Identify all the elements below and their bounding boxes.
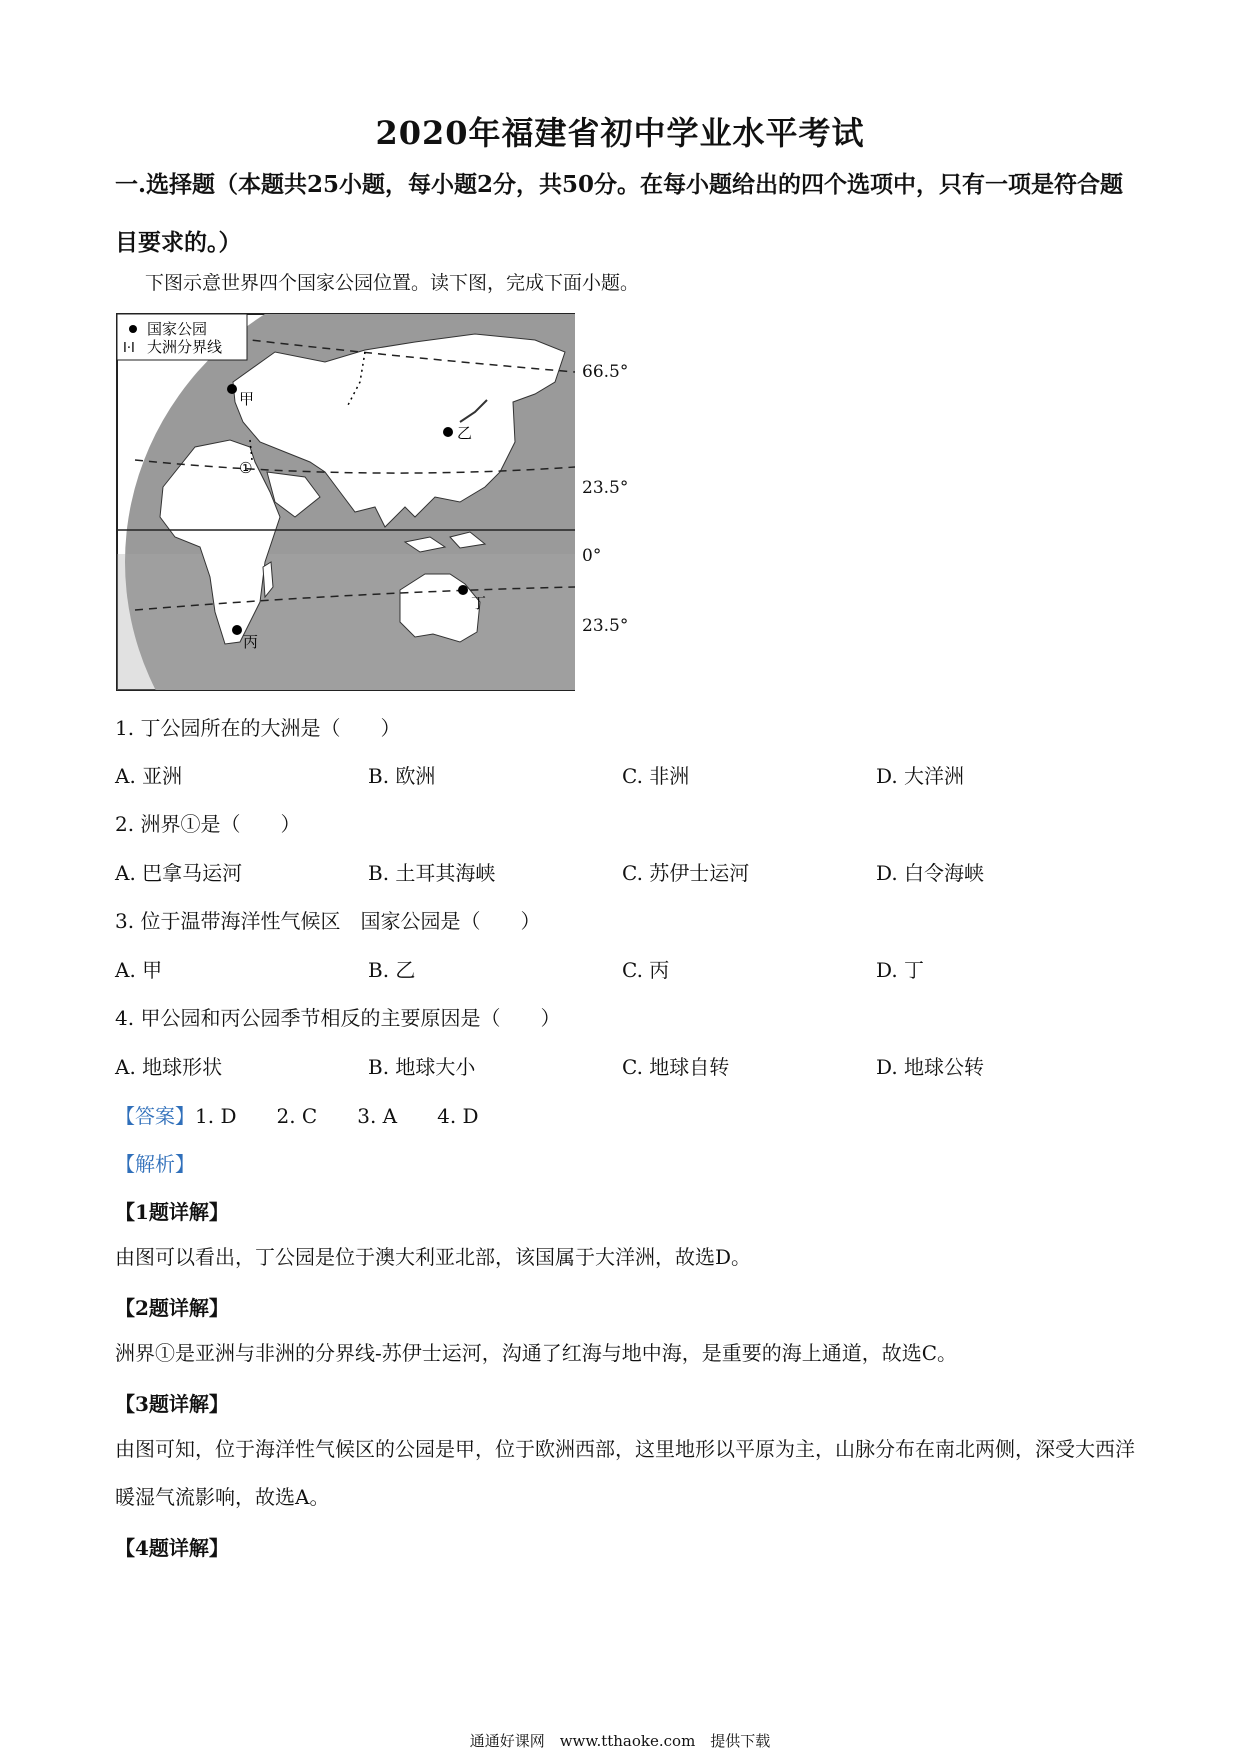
q1-option-d: D. 大洋洲 bbox=[876, 764, 965, 788]
park-yi-label: 乙 bbox=[457, 424, 473, 442]
lat-label-tropic-south: 23.5° bbox=[582, 616, 629, 636]
q2-option-d: D. 白令海峡 bbox=[876, 861, 985, 885]
question-1-stem: 1. 丁公园所在的大洲是（ ） bbox=[115, 716, 401, 740]
park-ding-marker bbox=[458, 585, 468, 595]
lat-label-equator: 0° bbox=[582, 546, 602, 566]
question-2-stem: 2. 洲界①是（ ） bbox=[115, 812, 301, 836]
intro-text: 下图示意世界四个国家公园位置。读下图，完成下面小题。 bbox=[145, 272, 640, 294]
section-heading: 一.选择题（本题共25小题，每小题2分，共50分。在每小题给出的四个选项中，只有一项是符合题目要求的。） bbox=[115, 171, 1124, 256]
detail-4-heading: 【4题详解】 bbox=[115, 1536, 229, 1560]
legend-park-label: 国家公园 bbox=[147, 320, 208, 338]
q3-option-b: B. 乙 bbox=[368, 958, 416, 982]
q4-option-a: A. 地球形状 bbox=[115, 1055, 223, 1079]
detail-1-heading: 【1题详解】 bbox=[115, 1200, 229, 1224]
detail-3-text: 由图可知，位于海洋性气候区的公园是甲，位于欧洲西部，这里地形以平原为主，山脉分布在南北两侧，深受大西洋暖湿气流影响，故选A。 bbox=[115, 1437, 1135, 1509]
q2-option-a: A. 巴拿马运河 bbox=[115, 861, 243, 885]
page-title: 2020年福建省初中学业水平考试 bbox=[375, 114, 865, 152]
world-map-figure bbox=[115, 312, 575, 692]
q4-option-d: D. 地球公转 bbox=[876, 1055, 985, 1079]
park-yi-marker bbox=[443, 427, 453, 437]
question-3-stem: 3. 位于温带海洋性气候区 国家公园是（ ） bbox=[115, 909, 541, 933]
q3-option-c: C. 丙 bbox=[622, 958, 670, 982]
detail-3-heading: 【3题详解】 bbox=[115, 1392, 229, 1416]
q2-option-b: B. 土耳其海峡 bbox=[368, 861, 496, 885]
park-jia-marker bbox=[227, 384, 237, 394]
park-bing-label: 丙 bbox=[243, 633, 259, 651]
q2-option-c: C. 苏伊士运河 bbox=[622, 861, 750, 885]
q3-option-d: D. 丁 bbox=[876, 958, 925, 982]
boundary-marker-1: ① bbox=[239, 459, 253, 477]
answer-label: 【答案】 bbox=[115, 1104, 195, 1128]
detail-2-heading: 【2题详解】 bbox=[115, 1296, 229, 1320]
park-jia-label: 甲 bbox=[239, 390, 255, 408]
detail-2-text: 洲界①是亚洲与非洲的分界线-苏伊士运河，沟通了红海与地中海，是重要的海上通道，故选C。 bbox=[115, 1341, 958, 1365]
lat-label-tropic-north: 23.5° bbox=[582, 478, 629, 498]
q1-option-a: A. 亚洲 bbox=[115, 764, 183, 788]
answer-line bbox=[115, 1100, 479, 1129]
q1-option-b: B. 欧洲 bbox=[368, 764, 436, 788]
legend-boundary-label: 大洲分界线 bbox=[147, 338, 223, 356]
park-bing-marker bbox=[232, 625, 242, 635]
detail-1-text: 由图可以看出，丁公园是位于澳大利亚北部，该国属于大洋洲，故选D。 bbox=[115, 1245, 752, 1269]
q4-option-b: B. 地球大小 bbox=[368, 1055, 476, 1079]
analysis-label: 【解析】 bbox=[115, 1152, 195, 1176]
q4-option-c: C. 地球自转 bbox=[622, 1055, 730, 1079]
page-footer: 通通好课网 www.tthaoke.com 提供下载 bbox=[469, 1732, 771, 1750]
q3-option-a: A. 甲 bbox=[115, 958, 163, 982]
q1-option-c: C. 非洲 bbox=[622, 764, 690, 788]
park-ding-label: 丁 bbox=[471, 594, 487, 612]
question-4-stem: 4. 甲公园和丙公园季节相反的主要原因是（ ） bbox=[115, 1006, 561, 1030]
answer-text: 1. D 2. C 3. A 4. D bbox=[195, 1104, 479, 1128]
svg-text:I·I: I·I bbox=[123, 341, 135, 356]
lat-label-arctic: 66.5° bbox=[582, 362, 629, 382]
